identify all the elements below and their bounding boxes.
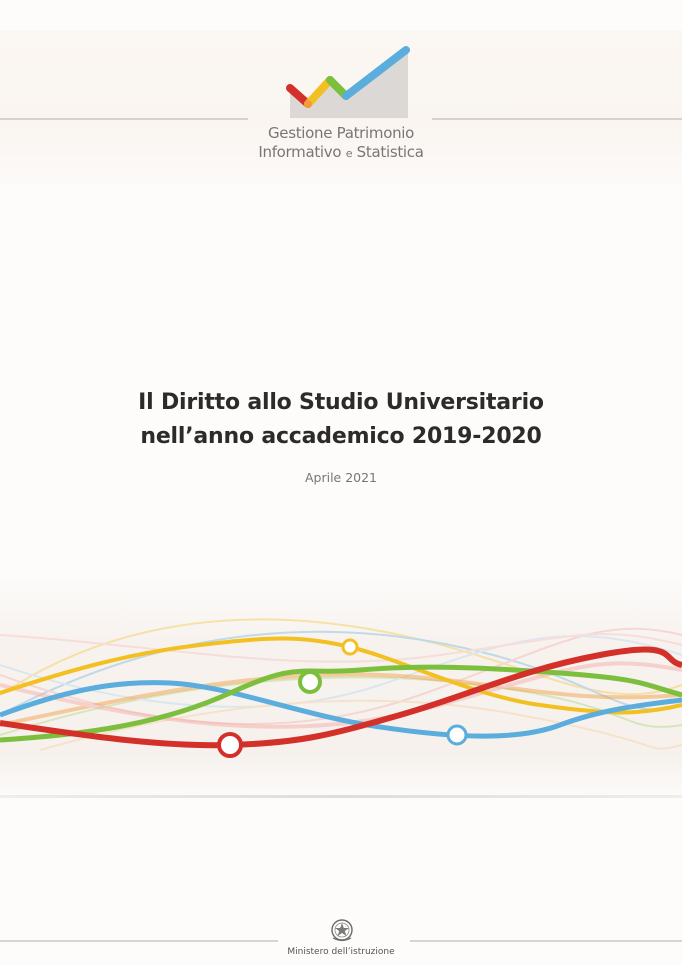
department-logo-text [248, 124, 434, 163]
logo-line-2 [248, 143, 434, 163]
line-chart-logo-icon [280, 42, 412, 118]
report-title-line-1: Il Diritto allo Studio Universitario [138, 390, 544, 415]
ministry-label: Ministero dell’istruzione [287, 947, 395, 957]
italian-republic-emblem-icon [329, 917, 355, 943]
publication-date: Aprile 2021 [304, 470, 378, 485]
decorative-waves-graphic [0, 575, 682, 800]
header-rule-left [0, 118, 248, 120]
wave-bottom-rule [0, 795, 682, 798]
header-rule-right [432, 118, 682, 120]
logo-word-e: e [345, 147, 353, 160]
footer-rule-right [410, 940, 682, 942]
footer-rule-left [0, 940, 278, 942]
logo-word-informativo: Informativo [258, 143, 342, 161]
report-title [40, 386, 642, 454]
logo-word-statistica: Statistica [356, 143, 424, 161]
report-title-line-2: nell’anno accademico 2019-2020 [140, 424, 542, 449]
logo-line-1: Gestione Patrimonio [267, 124, 415, 142]
